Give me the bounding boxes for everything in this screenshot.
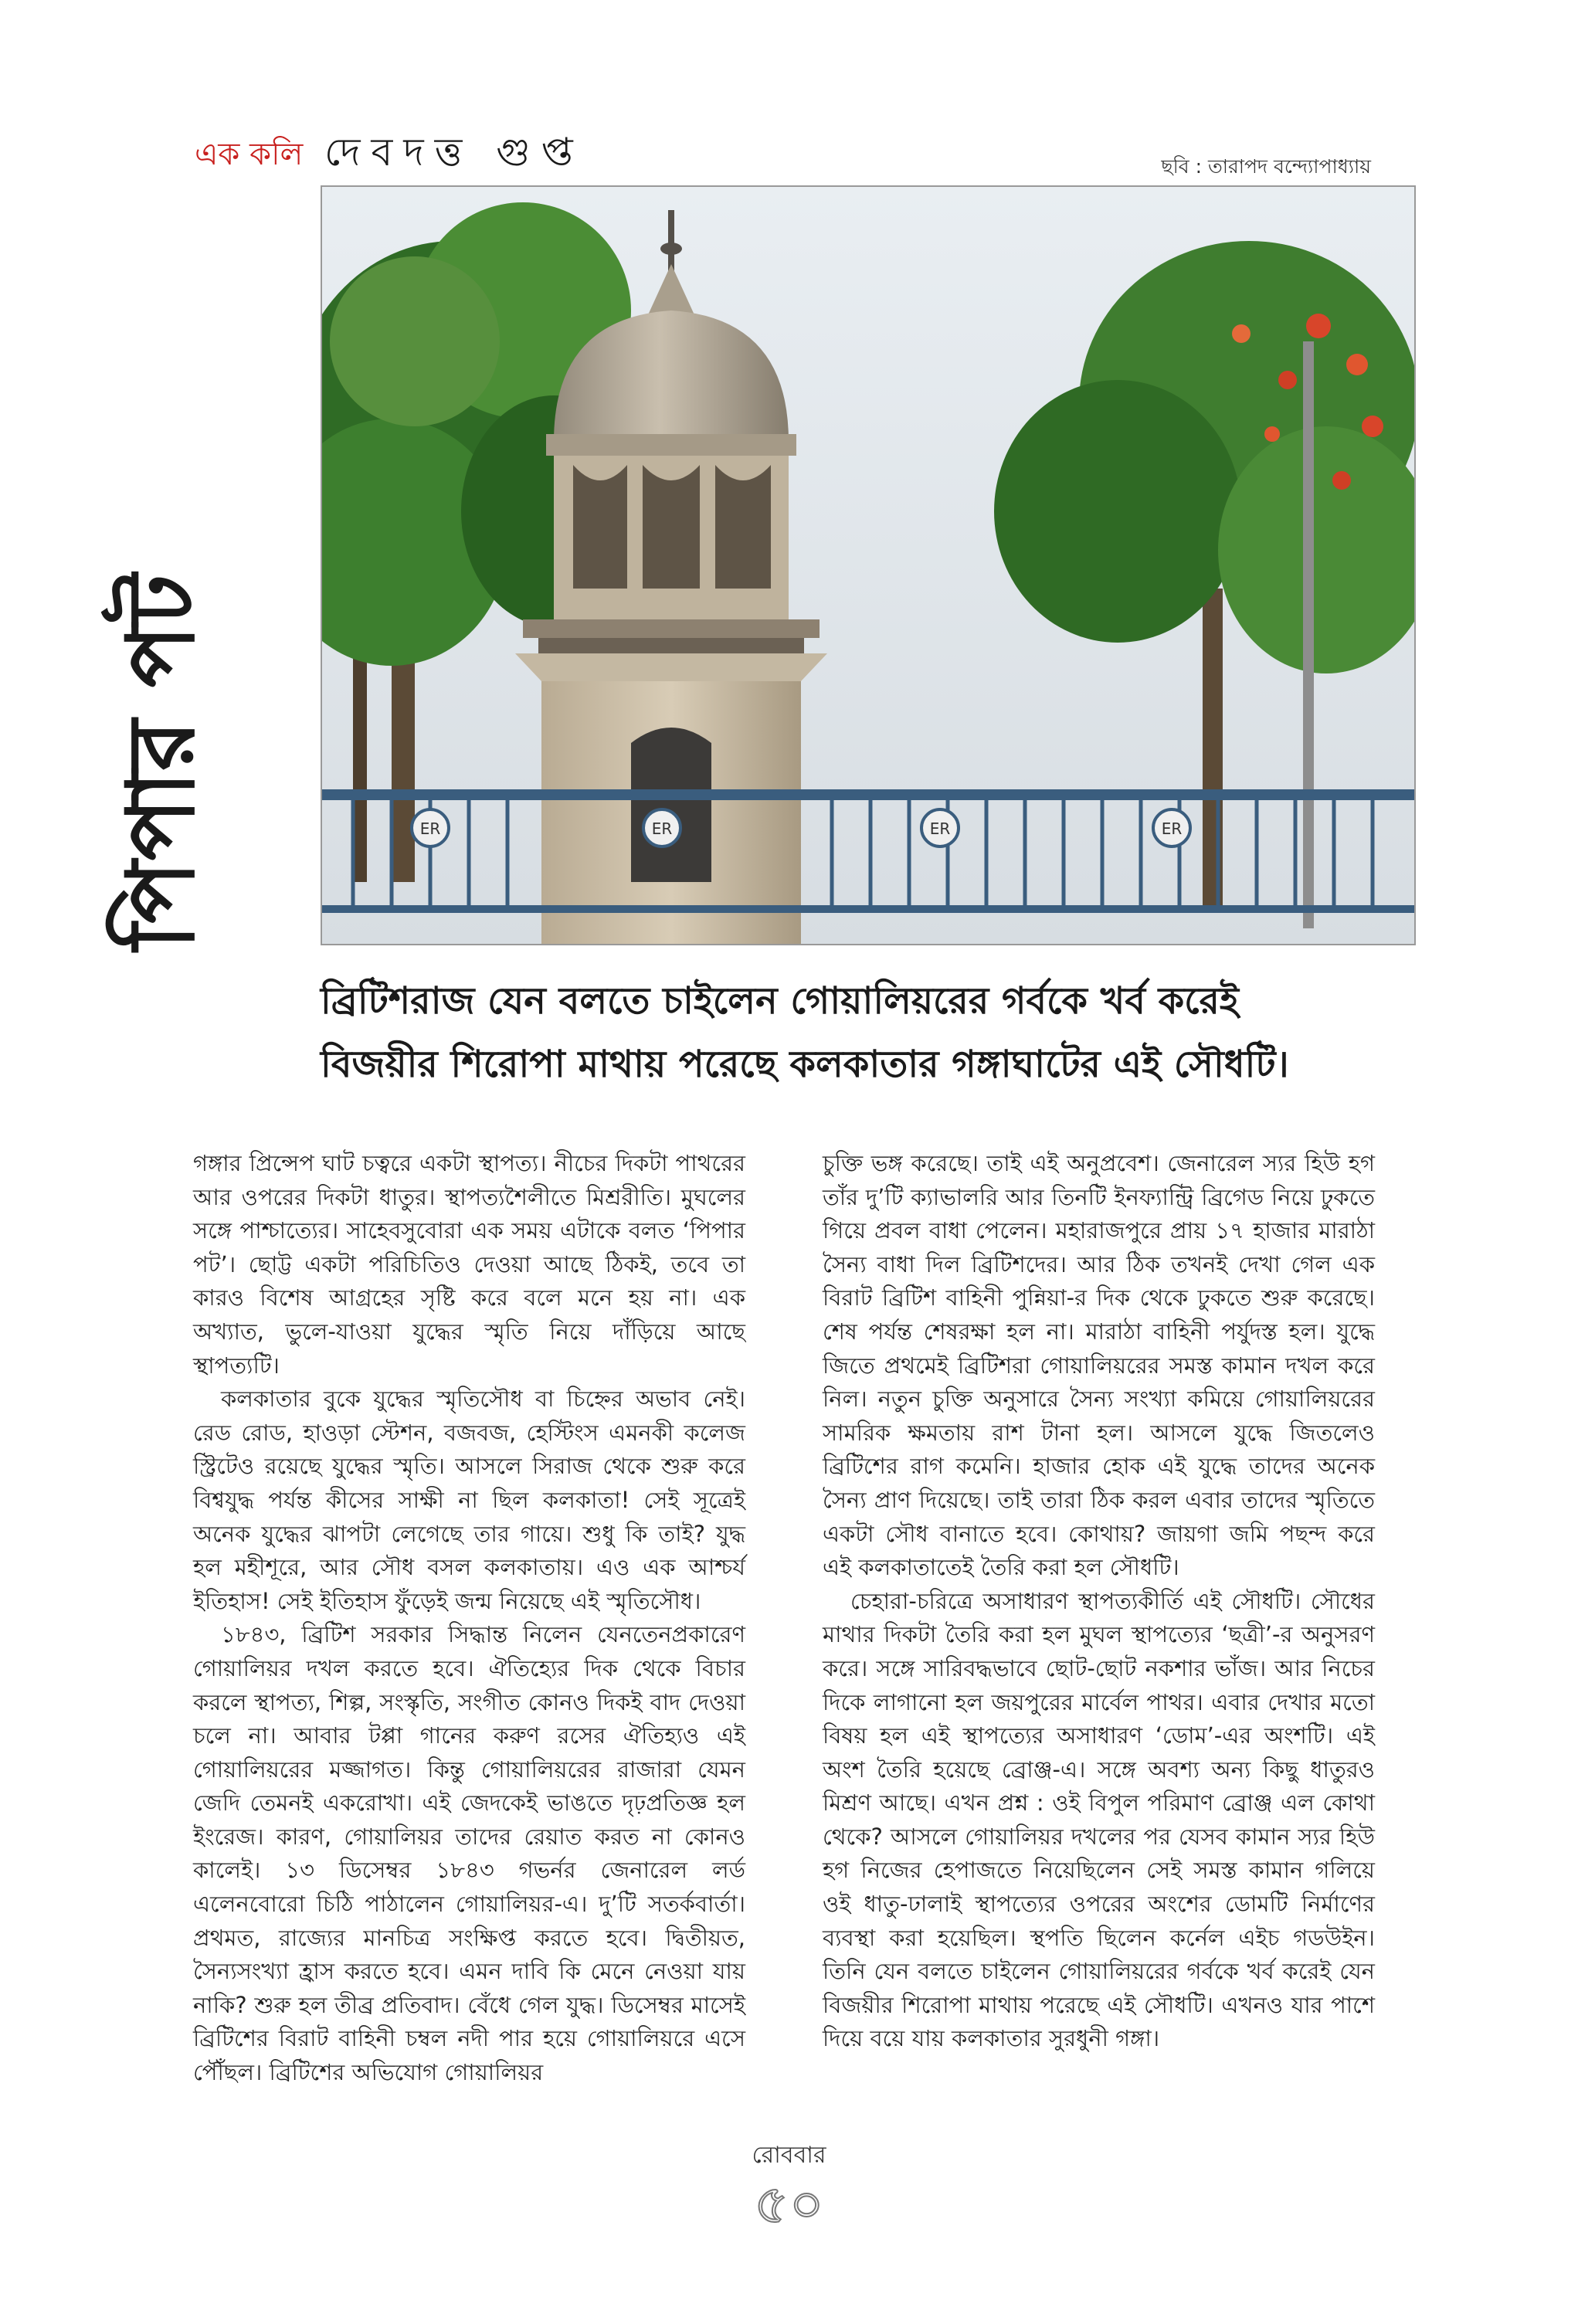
deck-headline [321,969,1413,1096]
railing-sign: ER [419,819,441,838]
photo-credit: ছবি : তারাপদ বন্দ্যোপাধ্যায় [1161,155,1371,178]
article-column-right [823,1147,1375,2056]
paragraph: চেহারা-চরিত্রে অসাধারণ স্থাপত্যকীর্তি এই সৌধটি। সৌধের মাথার দিকটা তৈরি করা হল মুঘল স্থাপত্যের ‘ছত্রী’-র অনুসরণ করে। সঙ্গে সারিবদ্ধভাবে ছোট-ছোট নকশার ভাঁজ। আর নিচের দিকে লাগানো হল জয়পুরের মার্বেল পাথর। এবার দেখার মতো বিষয় হল এই স্থাপত্যের অসাধারণ ‘ডোম’-এর অংশটি। এই অংশ তৈরি হয়েছে ব্রোঞ্জ-এ। সঙ্গে অবশ্য অন্য কিছু ধাতুরও মিশ্রণ আছে। এখন প্রশ্ন : ওই বিপুল পরিমাণ ব্রোঞ্জ এল কোথা থেকে? আসলে গোয়ালিয়র দখলের পর যেসব কামান স্যর হিউ হগ নিজের হেপাজতে নিয়েছিলেন সেই সমস্ত কামান গলিয়ে ওই ধাতু-ঢালাই স্থাপত্যের ওপরের অংশের ডোমটি নির্মাণের ব্যবস্থা করা হয়েছিল। স্থপতি ছিলেন কর্নেল এইচ গডউইন। তিনি যেন বলতে চাইলেন গোয়ালিয়রের গর্বকে খর্ব করেই যেন বিজয়ীর শিরোপা মাথায় পরেছে এই সৌধটি। এখনও যার পাশে দিয়ে বয়ে যায় কলকাতার সুরধুনী গঙ্গা। [823,1587,1375,2052]
monument-photo [321,185,1416,945]
paragraph: চুক্তি ভঙ্গ করেছে। তাই এই অনুপ্রবেশ। জেনারেল স্যর হিউ হগ তাঁর দু’টি ক্যাভালরি আর তিনটি ইনফ্যান্ট্রি ব্রিগেড নিয়ে ঢুকতে গিয়ে প্রবল বাধা পেলেন। মহারাজপুরে প্রায় ১৭ হাজার মারাঠা সৈন্য বাধা দিল ব্রিটিশদের। আর ঠিক তখনই দেখা গেল এক বিরাট ব্রিটিশ বাহিনী পুন্নিয়া-র দিক থেকে ঢুকতে শুরু করেছে। শেষ পর্যন্ত শেষরক্ষা হল না। মারাঠা বাহিনী পর্যুদস্ত হল। যুদ্ধে জিতে প্রথমেই ব্রিটিশরা গোয়ালিয়রের সমস্ত কামান দখল করে নিল। নতুন চুক্তি অনুসারে সৈন্য সংখ্যা কমিয়ে গোয়ালিয়রের সামরিক ক্ষমতায় রাশ টানা হল। আসলে যুদ্ধে জিতলেও ব্রিটিশের রাগ কমেনি। হাজার হোক এই যুদ্ধে তাদের অনেক সৈন্য প্রাণ দিয়েছে। তাই তারা ঠিক করল এবার তাদের স্মৃতিতে একটা সৌধ বানাতে হবে। কোথায়? জায়গা জমি পছন্দ করে এই কলকাতাতেই তৈরি করা হল সৌধটি। [823,1150,1375,1581]
monument-illustration [322,187,1414,944]
vertical-title: পিপার পট [108,574,215,950]
article-column-left [193,1147,745,2090]
page-number: ৫০ [754,2173,824,2236]
deck-line: বিজয়ীর শিরোপা মাথায় পরেছে কলকাতার গঙ্গাঘাটের এই সৌধটি। [321,1043,1289,1086]
railing-sign: ER [929,819,951,838]
author-name: দেবদত্ত গুপ্ত [324,130,584,175]
paragraph: গঙ্গার প্রিন্সেপ ঘাট চত্বরে একটা স্থাপত্য। নীচের দিকটা পাথরের আর ওপরের দিকটা ধাতুর। স্থাপত্যশৈলীতে মিশ্ররীতি। মুঘলের সঙ্গে পাশ্চাত্যের। সাহেবসুবোরা এক সময় এটাকে বলত ‘পিপার পট’। ছোট্ট একটা পরিচিতিও দেওয়া আছে ঠিকই, তবে তা কারও বিশেষ আগ্রহের সৃষ্টি করে বলে মনে হয় না। এক অখ্যাত, ভুলে-যাওয়া যুদ্ধের স্মৃতি নিয়ে দাঁড়িয়ে আছে স্থাপত্যটি। [193,1150,745,1379]
paragraph: ১৮৪৩, ব্রিটিশ সরকার সিদ্ধান্ত নিলেন যেনতেনপ্রকারেণ গোয়ালিয়র দখল করতে হবে। ঐতিহ্যের দিক থেকে বিচার করলে স্থাপত্য, শিল্প, সংস্কৃতি, সংগীত কোনও দিকই বাদ দেওয়া চলে না। আবার টপ্পা গানের করুণ রসের ঐতিহ্যও এই গোয়ালিয়রের মজ্জাগত। কিন্তু গোয়ালিয়রের রাজারা যেমন জেদি তেমনই একরোখা। এই জেদকেই ভাঙতে দৃঢ়প্রতিজ্ঞ হল ইংরেজ। কারণ, গোয়ালিয়র তাদের রেয়াত করত না কোনও কালেই। ১৩ ডিসেম্বর ১৮৪৩ গভর্নর জেনারেল লর্ড এলেনবোরো চিঠি পাঠালেন গোয়ালিয়র-এ। দু’টি সতর্কবার্তা। প্রথমত, রাজ্যের মানচিত্র সংক্ষিপ্ত করতে হবে। দ্বিতীয়ত, সৈন্যসংখ্যা হ্রাস করতে হবে। এমন দাবি কি মেনে নেওয়া যায় নাকি? শুরু হল তীব্র প্রতিবাদ। বেঁধে গেল যুদ্ধ। ডিসেম্বর মাসেই ব্রিটিশের বিরাট বাহিনী চম্বল নদী পার হয়ে গোয়ালিয়রে এসে পৌঁছল। ব্রিটিশের অভিযোগ গোয়ালিয়র [193,1621,745,2086]
series-label: এক কলি [195,137,304,172]
magazine-name: রোববার [752,2142,826,2169]
railing-sign: ER [651,819,673,838]
railing-sign: ER [1161,819,1183,838]
deck-line: ব্রিটিশরাজ যেন বলতে চাইলেন গোয়ালিয়রের গর্বকে খর্ব করেই [321,979,1239,1023]
paragraph: কলকাতার বুকে যুদ্ধের স্মৃতিসৌধ বা চিহ্নের অভাব নেই। রেড রোড, হাওড়া স্টেশন, বজবজ, হেস্টিংস এমনকী কলেজ স্ট্রিটেও রয়েছে যুদ্ধের স্মৃতি। আসলে সিরাজ থেকে শুরু করে বিশ্বযুদ্ধ পর্যন্ত কীসের সাক্ষী না ছিল কলকাতা! সেই সূত্রেই অনেক যুদ্ধের ঝাপটা লেগেছে তার গায়ে। শুধু কি তাই? যুদ্ধ হল মহীশূরে, আর সৌধ বসল কলকাতায়। এও এক আশ্চর্য ইতিহাস! সেই ইতিহাস ফুঁড়েই জন্ম নিয়েছে এই স্মৃতিসৌধ। [193,1386,745,1614]
